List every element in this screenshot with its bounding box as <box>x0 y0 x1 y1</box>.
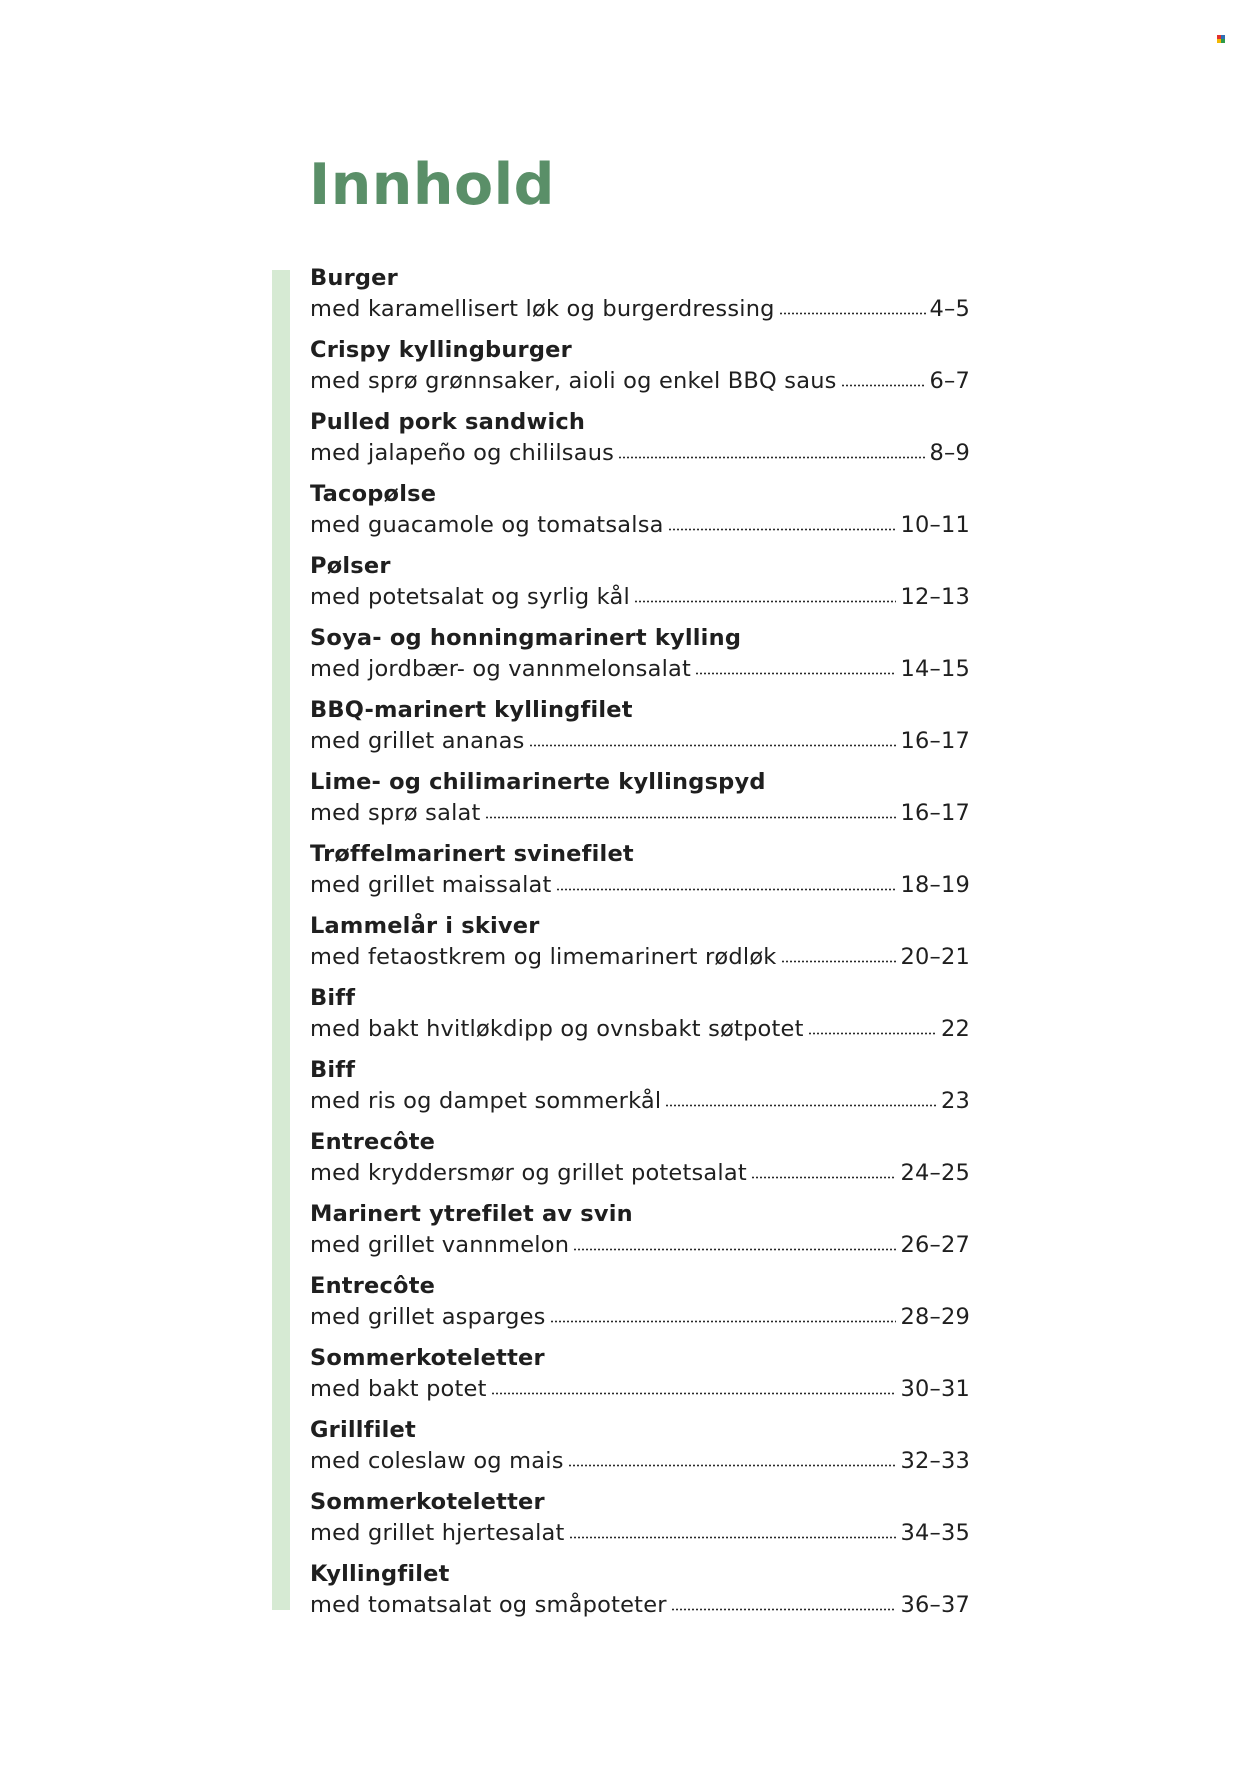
toc-entry-pages: 4–5 <box>929 296 970 322</box>
toc-entry-title: Entrecôte <box>310 1273 436 1299</box>
toc-accent-bar <box>272 270 290 1610</box>
toc-entry-title: Trøffelmarinert svinefilet <box>310 841 634 867</box>
toc-entry-title: Biff <box>310 1057 356 1083</box>
toc-entry-pages: 34–35 <box>900 1520 970 1546</box>
toc-entry-subtitle: med tomatsalat og småpoteter <box>310 1592 667 1618</box>
dot-leader <box>665 1104 937 1107</box>
toc-entry-subtitle: med grillet asparges <box>310 1304 546 1330</box>
toc-entry[interactable] <box>310 767 970 839</box>
color-square-green <box>1221 39 1225 43</box>
toc-entry-line <box>310 1374 970 1405</box>
dot-leader <box>556 888 897 891</box>
toc-entry-line <box>310 1446 970 1477</box>
toc-entry-line <box>310 654 970 685</box>
toc-entry[interactable] <box>310 1199 970 1271</box>
toc-entry-pages: 10–11 <box>900 512 970 538</box>
toc-entry-pages: 6–7 <box>929 368 970 394</box>
dot-leader <box>751 1176 897 1179</box>
toc-entry-pages: 32–33 <box>900 1448 970 1474</box>
dot-leader <box>808 1032 937 1035</box>
toc-entry[interactable] <box>310 911 970 983</box>
toc-entry-subtitle: med bakt potet <box>310 1376 487 1402</box>
toc-entry-subtitle: med bakt hvitløkdipp og ovnsbakt søtpotet <box>310 1016 804 1042</box>
dot-leader <box>781 960 897 963</box>
toc-entry[interactable] <box>310 551 970 623</box>
toc-entry-title: Crispy kyllingburger <box>310 337 572 363</box>
toc-entry-title: Soya- og honningmarinert kylling <box>310 625 742 651</box>
toc-entry-pages: 26–27 <box>900 1232 970 1258</box>
page-title: Innhold <box>309 152 555 218</box>
toc-entry-subtitle: med grillet maissalat <box>310 872 552 898</box>
table-of-contents <box>310 263 970 1631</box>
dot-leader <box>695 672 896 675</box>
toc-entry-pages: 16–17 <box>900 728 970 754</box>
dot-leader <box>671 1608 897 1611</box>
toc-entry-pages: 36–37 <box>900 1592 970 1618</box>
toc-entry[interactable] <box>310 1343 970 1415</box>
toc-entry-line <box>310 1086 970 1117</box>
dot-leader <box>668 528 897 531</box>
toc-entry[interactable] <box>310 1559 970 1631</box>
toc-entry[interactable] <box>310 1415 970 1487</box>
dot-leader <box>779 312 926 315</box>
toc-entry-pages: 12–13 <box>900 584 970 610</box>
dot-leader <box>634 600 897 603</box>
toc-entry-line <box>310 366 970 397</box>
toc-entry[interactable] <box>310 407 970 479</box>
toc-entry-line <box>310 1158 970 1189</box>
toc-entry-subtitle: med grillet vannmelon <box>310 1232 570 1258</box>
toc-entry-line <box>310 510 970 541</box>
toc-entry[interactable] <box>310 1271 970 1343</box>
toc-entry-line <box>310 942 970 973</box>
toc-entry-line <box>310 1518 970 1549</box>
toc-entry-line <box>310 1302 970 1333</box>
toc-entry-subtitle: med coleslaw og mais <box>310 1448 564 1474</box>
toc-entry-line <box>310 1590 970 1621</box>
toc-entry[interactable] <box>310 1127 970 1199</box>
toc-entry-line <box>310 582 970 613</box>
dot-leader <box>569 1536 897 1539</box>
toc-entry-line <box>310 1230 970 1261</box>
toc-entry[interactable] <box>310 983 970 1055</box>
toc-entry-subtitle: med guacamole og tomatsalsa <box>310 512 664 538</box>
toc-entry-line <box>310 438 970 469</box>
toc-entry-title: Tacopølse <box>310 481 437 507</box>
toc-entry-title: Sommerkoteletter <box>310 1489 545 1515</box>
toc-entry-pages: 30–31 <box>900 1376 970 1402</box>
toc-entry-title: BBQ-marinert kyllingfilet <box>310 697 633 723</box>
toc-entry-subtitle: med sprø grønnsaker, aioli og enkel BBQ saus <box>310 368 837 394</box>
toc-entry-subtitle: med jalapeño og chililsaus <box>310 440 615 466</box>
toc-entry[interactable] <box>310 1487 970 1559</box>
dot-leader <box>568 1464 897 1467</box>
toc-entry[interactable] <box>310 479 970 551</box>
dot-leader <box>485 816 897 819</box>
dot-leader <box>550 1320 897 1323</box>
dot-leader <box>841 384 926 387</box>
toc-entry-title: Pulled pork sandwich <box>310 409 586 435</box>
toc-entry-title: Biff <box>310 985 356 1011</box>
toc-entry-pages: 23 <box>940 1088 970 1114</box>
toc-entry-subtitle: med potetsalat og syrlig kål <box>310 584 630 610</box>
dot-leader <box>573 1248 896 1251</box>
dot-leader <box>618 456 925 459</box>
toc-entry-title: Pølser <box>310 553 391 579</box>
toc-entry[interactable] <box>310 335 970 407</box>
toc-entry-subtitle: med jordbær- og vannmelonsalat <box>310 656 692 682</box>
toc-entry-pages: 22 <box>940 1016 970 1042</box>
toc-entry[interactable] <box>310 1055 970 1127</box>
toc-entry-pages: 8–9 <box>929 440 970 466</box>
toc-entry-line <box>310 726 970 757</box>
toc-entry-pages: 14–15 <box>900 656 970 682</box>
toc-entry-line <box>310 870 970 901</box>
toc-entry-pages: 24–25 <box>900 1160 970 1186</box>
toc-entry[interactable] <box>310 839 970 911</box>
toc-entry-title: Kyllingfilet <box>310 1561 450 1587</box>
toc-entry-line <box>310 294 970 325</box>
toc-entry-line <box>310 798 970 829</box>
toc-entry-subtitle: med kryddersmør og grillet potetsalat <box>310 1160 747 1186</box>
toc-entry-line <box>310 1014 970 1045</box>
toc-entry-subtitle: med ris og dampet sommerkål <box>310 1088 662 1114</box>
toc-entry-title: Grillfilet <box>310 1417 416 1443</box>
toc-entry-title: Marinert ytrefilet av svin <box>310 1201 633 1227</box>
corner-color-mark <box>1217 35 1225 43</box>
toc-entry-pages: 16–17 <box>900 800 970 826</box>
toc-entry-pages: 28–29 <box>900 1304 970 1330</box>
toc-entry-title: Sommerkoteletter <box>310 1345 545 1371</box>
toc-entry[interactable] <box>310 623 970 695</box>
toc-entry[interactable] <box>310 695 970 767</box>
dot-leader <box>491 1392 897 1395</box>
toc-entry-subtitle: med sprø salat <box>310 800 481 826</box>
toc-entry-title: Lammelår i skiver <box>310 913 540 939</box>
toc-entry-subtitle: med grillet ananas <box>310 728 525 754</box>
toc-entry-subtitle: med karamellisert løk og burgerdressing <box>310 296 775 322</box>
toc-entry-title: Burger <box>310 265 398 291</box>
toc-entry[interactable] <box>310 263 970 335</box>
toc-entry-pages: 20–21 <box>900 944 970 970</box>
toc-entry-subtitle: med fetaostkrem og limemarinert rødløk <box>310 944 777 970</box>
toc-entry-subtitle: med grillet hjertesalat <box>310 1520 565 1546</box>
dot-leader <box>529 744 897 747</box>
toc-entry-title: Entrecôte <box>310 1129 436 1155</box>
toc-entry-pages: 18–19 <box>900 872 970 898</box>
toc-entry-title: Lime- og chilimarinerte kyllingspyd <box>310 769 766 795</box>
